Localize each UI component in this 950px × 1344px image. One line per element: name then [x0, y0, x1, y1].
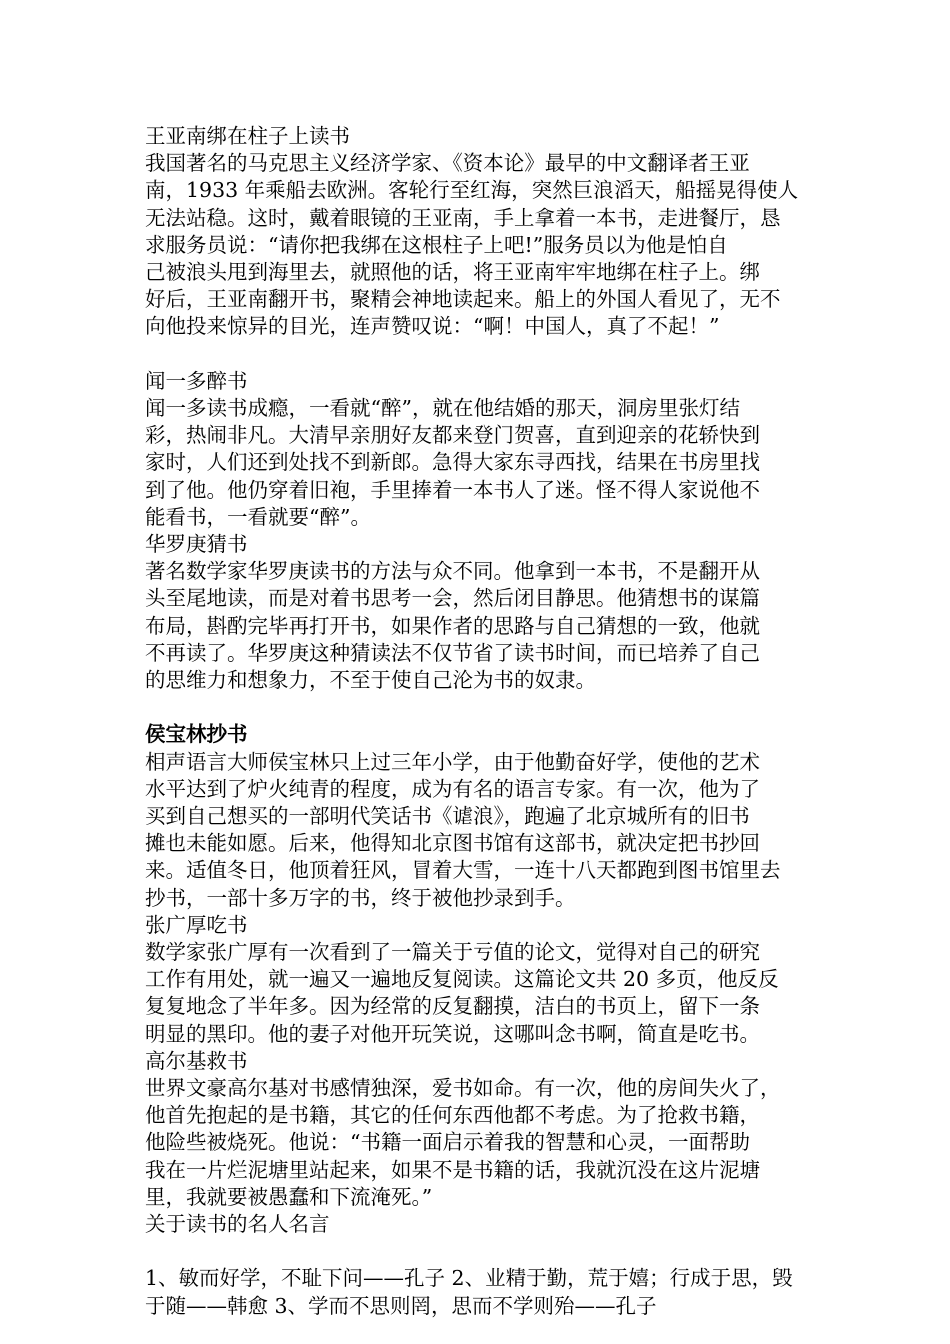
paragraph-line: 布局，斟酌完毕再打开书，如果作者的思路与自己猜想的一致，他就 [145, 613, 760, 638]
paragraph-line: 数学家张广厚有一次看到了一篇关于亏值的论文，觉得对自己的研究 [145, 940, 760, 965]
paragraph-line: 著名数学家华罗庚读书的方法与众不同。他拿到一本书，不是翻开从 [145, 559, 760, 584]
section-title: 闻一多醉书 [145, 368, 248, 393]
paragraph-line: 复复地念了半年多。因为经常的反复翻摸，洁白的书页上，留下一条 [145, 994, 760, 1019]
blank-line [145, 694, 810, 721]
section-zhang-guanghou [145, 912, 810, 1048]
section-wang-yanan [145, 123, 810, 341]
paragraph-line: 我国著名的马克思主义经济学家、《资本论》最早的中文翻译者王亚 [145, 151, 750, 176]
paragraph-line: 彩，热闹非凡。大清早亲朋好友都来登门贺喜，直到迎亲的花轿快到 [145, 423, 760, 448]
paragraph-line: 抄书，一部十多万字的书，终于被他抄录到手。 [145, 885, 576, 910]
section-hua-luogeng [145, 531, 810, 694]
paragraph-line: 到了他。他仍穿着旧袍，手里捧着一本书人了迷。怪不得人家说他不 [145, 477, 760, 502]
paragraph-line: 己被浪头甩到海里去，就照他的话，将王亚南牢牢地绑在柱子上。绑 [145, 260, 760, 285]
section-title: 王亚南绑在柱子上读书 [145, 124, 350, 148]
paragraph-line: 不再读了。华罗庚这种猜读法不仅节省了读书时间，而已培养了自己 [145, 640, 760, 665]
paragraph-line: 来。适值冬日，他顶着狂风，冒着大雪，一连十八天都跑到图书馆里去 [145, 858, 781, 883]
paragraph-line: 相声语言大师侯宝林只上过三年小学，由于他勤奋好学，使他的艺术 [145, 749, 760, 774]
section-gorky [145, 1048, 810, 1211]
paragraph-line: 明显的黑印。他的妻子对他开玩笑说，这哪叫念书啊，简直是吃书。 [145, 1021, 760, 1046]
paragraph-line: 他险些被烧死。他说：“书籍一面启示着我的智慧和心灵，一面帮助 [145, 1130, 750, 1155]
section-wen-yiduo [145, 368, 810, 531]
section-title: 张广厚吃书 [145, 912, 248, 937]
quote-line: 于随——韩愈 3、学而不思则罔，思而不学则殆——孔子 [145, 1293, 657, 1318]
paragraph-line: 我在一片烂泥塘里站起来，如果不是书籍的话，我就沉没在这片泥塘 [145, 1157, 760, 1182]
paragraph-line: 南，1933 年乘船去欧洲。客轮行至红海，突然巨浪滔天，船摇晃得使人 [145, 178, 799, 203]
section-hou-baolin [145, 721, 810, 911]
section-quotes [145, 1211, 810, 1320]
paragraph-line: 能看书，一看就要“醉”。 [145, 504, 371, 529]
paragraph-line: 求服务员说：“请你把我绑在这根柱子上吧!”服务员以为他是怕自 [145, 232, 728, 257]
section-title: 华罗庚猜书 [145, 532, 248, 557]
blank-line [145, 1238, 810, 1265]
paragraph-line: 闻一多读书成瘾，一看就“醉”，就在他结婚的那天，洞房里张灯结 [145, 396, 740, 421]
paragraph-line: 头至尾地读，而是对着书思考一会，然后闭目静思。他猜想书的谋篇 [145, 586, 760, 611]
paragraph-line: 向他投来惊异的目光，连声赞叹说：“啊！中国人，真了不起！” [145, 314, 720, 339]
paragraph-line: 他首先抱起的是书籍，其它的任何东西他都不考虑。为了抢救书籍， [145, 1103, 760, 1128]
paragraph-line: 家时，人们还到处找不到新郎。急得大家东寻西找，结果在书房里找 [145, 450, 760, 475]
paragraph-line: 工作有用处，就一遍又一遍地反复阅读。这篇论文共 20 多页，他反反 [145, 967, 779, 992]
section-title: 高尔基救书 [145, 1048, 248, 1073]
section-title: 侯宝林抄书 [145, 722, 248, 747]
paragraph-line: 的思维力和想象力，不至于使自己沦为书的奴隶。 [145, 668, 596, 693]
paragraph-line: 里，我就要被愚蠢和下流淹死。” [145, 1184, 433, 1209]
paragraph-line: 世界文豪高尔基对书感情独深，爱书如命。有一次，他的房间失火了， [145, 1076, 781, 1101]
paragraph-line: 摊也未能如愿。后来，他得知北京图书馆有这部书，就决定把书抄回 [145, 831, 760, 856]
paragraph-line: 无法站稳。这时，戴着眼镜的王亚南，手上拿着一本书，走进餐厅，恳 [145, 205, 781, 230]
paragraph-line: 水平达到了炉火纯青的程度，成为有名的语言专家。有一次，他为了 [145, 776, 760, 801]
quote-line: 1、敏而好学，不耻下问——孔子 2、业精于勤，荒于嬉；行成于思，毁 [145, 1266, 793, 1291]
document-body [145, 123, 810, 1320]
blank-line [145, 341, 810, 368]
section-title: 关于读书的名人名言 [145, 1212, 330, 1237]
paragraph-line: 买到自己想买的一部明代笑话书《谑浪》，跑遍了北京城所有的旧书 [145, 804, 750, 829]
paragraph-line: 好后，王亚南翻开书，聚精会神地读起来。船上的外国人看见了，无不 [145, 287, 781, 312]
